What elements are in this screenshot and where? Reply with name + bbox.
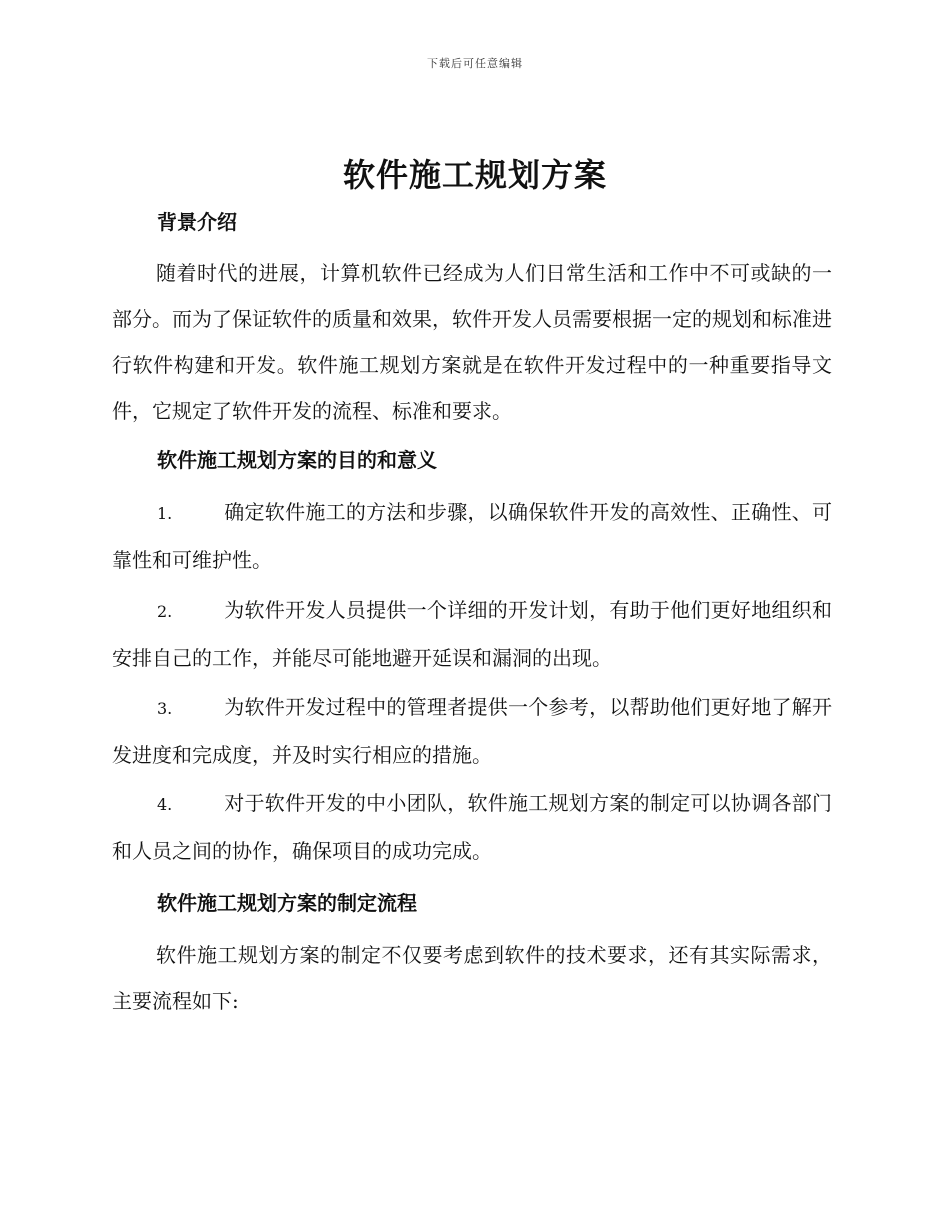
list-item-number: 1.: [157, 504, 173, 523]
section-heading-background: 背景介绍: [157, 210, 237, 234]
document-title: 软件施工规划方案: [342, 156, 607, 194]
list-item-text: 为软件开发人员提供一个详细的开发计划，有助于他们更好地组织和安排自己的工作，并能尽可能地避开延误和漏洞的出现。: [112, 598, 832, 670]
list-item: [112, 489, 832, 583]
list-item: [112, 587, 832, 681]
list-item-text: 对于软件开发的中小团队，软件施工规划方案的制定可以协调各部门和人员之间的协作，确保项目的成功完成。: [112, 791, 832, 863]
list-item-number: 3.: [157, 699, 173, 718]
process-paragraph: 软件施工规划方案的制定不仅要考虑到软件的技术要求，还有其实际需求，主要流程如下:: [112, 943, 832, 1013]
header-note: 下载后可任意编辑: [427, 57, 523, 70]
list-item: [112, 780, 832, 874]
section-heading-purpose: 软件施工规划方案的目的和意义: [157, 448, 437, 472]
list-item-number: 4.: [157, 795, 173, 814]
list-item: [112, 684, 832, 778]
list-item-number: 2.: [157, 602, 173, 621]
background-paragraph: 随着时代的进展，计算机软件已经成为人们日常生活和工作中不可或缺的一部分。而为了保证软件的质量和效果，软件开发人员需要根据一定的规划和标准进行软件构建和开发。软件施工规划方案就是在软件开发过程中的一种重要指导文件，它规定了软件开发的流程、标准和要求。: [112, 261, 832, 423]
list-item-text: 确定软件施工的方法和步骤，以确保软件开发的高效性、正确性、可靠性和可维护性。: [112, 500, 832, 572]
section-heading-process: 软件施工规划方案的制定流程: [157, 891, 417, 915]
list-item-text: 为软件开发过程中的管理者提供一个参考，以帮助他们更好地了解开发进度和完成度，并及时实行相应的措施。: [112, 695, 832, 767]
